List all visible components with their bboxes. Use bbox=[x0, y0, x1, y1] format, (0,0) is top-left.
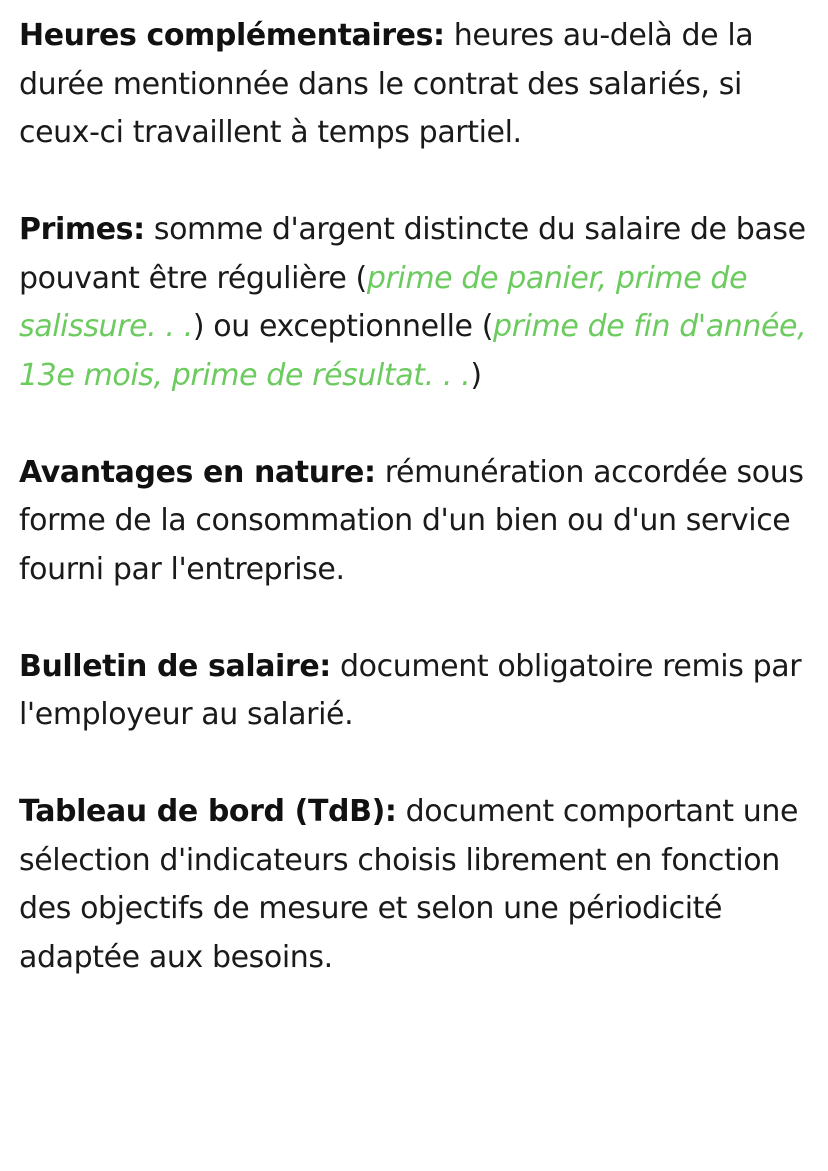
entry-term: Avantages en nature: bbox=[19, 454, 376, 490]
glossary-entry-bulletin-de-salaire bbox=[19, 643, 814, 740]
entry-term: Primes: bbox=[19, 212, 145, 247]
glossary-entry-tableau-de-bord bbox=[19, 788, 814, 982]
entry-term: Tableau de bord (TdB): bbox=[19, 794, 397, 829]
entry-definition: rémunération accordée sous forme de la consommation d'un bien ou d'un service fourni par l'entreprise. bbox=[19, 454, 804, 587]
glossary-document bbox=[19, 12, 814, 1031]
entry-definition: somme d'argent distincte du salaire de base pouvant être régulière ( bbox=[19, 212, 806, 296]
entry-definition: document obligatoire remis par l'employeur au salarié. bbox=[19, 648, 802, 732]
glossary-entry-avantages-en-nature bbox=[19, 449, 814, 595]
entry-definition: ) ou exceptionnelle ( bbox=[192, 309, 494, 344]
glossary-entry-heures-complementaires bbox=[19, 12, 814, 158]
entry-definition: ) bbox=[470, 357, 482, 393]
entry-example-exceptional: prime de fin d'année, 13e mois, prime de résultat. . . bbox=[19, 309, 807, 393]
entry-definition: heures au-delà de la durée mentionnée dans le contrat des salariés, si ceux-ci travaillent à temps partiel. bbox=[19, 18, 754, 150]
entry-definition: document comportant une sélection d'indicateurs choisis librement en fonction des objectifs de mesure et selon une périodicité adaptée aux besoins. bbox=[19, 794, 799, 975]
entry-example-regular: prime de panier, prime de salissure. . . bbox=[19, 260, 748, 344]
glossary-entry-primes bbox=[19, 206, 814, 400]
entry-term: Bulletin de salaire: bbox=[19, 648, 331, 684]
entry-term: Heures complémentaires: bbox=[19, 18, 445, 53]
